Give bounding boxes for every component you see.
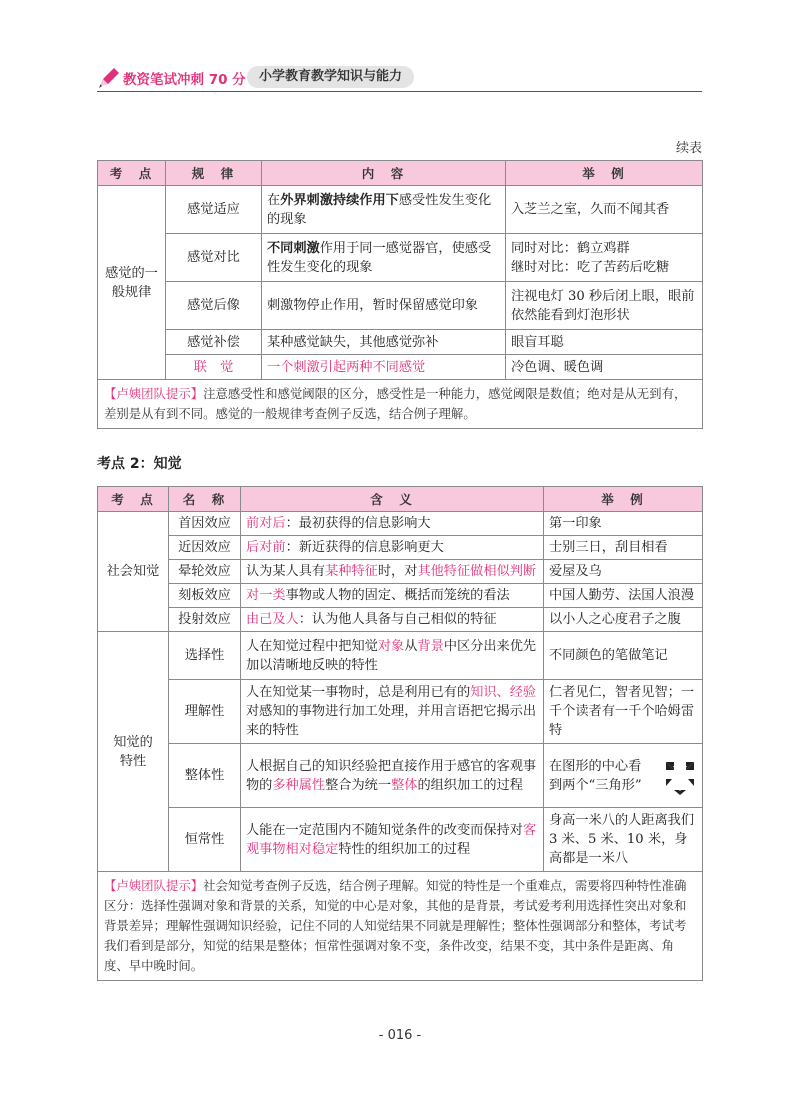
meaning-text: ：新近获得的信息影响更大 xyxy=(285,540,444,555)
example-line: 继时对比：吃了苦药后吃糖 xyxy=(511,259,670,275)
table-row xyxy=(98,680,703,744)
group-label: 感觉的一般规律 xyxy=(105,265,158,300)
meaning-text: 时，对 xyxy=(377,564,418,579)
tip-label: 【卢姨团队提示】 xyxy=(104,878,204,893)
table-row xyxy=(98,330,703,355)
book-title-pill: 小学教育教学知识与能力 xyxy=(247,66,414,88)
table-row xyxy=(98,584,703,608)
example-line: 同时对比：鹤立鸡群 xyxy=(511,240,630,256)
example-line: 到两个“三角形” xyxy=(549,777,642,793)
content-text: 在 xyxy=(267,192,281,208)
keyword: 知识、经验 xyxy=(470,685,537,700)
meaning-text: 特性的组织加工的过程 xyxy=(338,841,471,857)
meaning-cell xyxy=(241,632,544,680)
table-row xyxy=(98,512,703,536)
tip-row xyxy=(98,872,703,981)
content-cell: 刺激物停止作用，暂时保留感觉印象 xyxy=(262,282,506,330)
meaning-cell xyxy=(241,512,544,536)
meaning-text: 事物或人物的固定、概括而笼统的看法 xyxy=(285,588,510,603)
keyword: 多种属性 xyxy=(272,777,326,793)
keyword: 对象 xyxy=(377,638,405,654)
example-cell: 冷色调、暖色调 xyxy=(506,355,703,380)
example-line: 在图形的中心看 xyxy=(549,758,642,774)
law-cell: 感觉后像 xyxy=(166,282,262,330)
meaning-cell xyxy=(241,680,544,744)
content-cell xyxy=(262,234,506,282)
example-cell: 中国人勤劳、法国人浪漫 xyxy=(544,584,703,608)
name-cell: 首因效应 xyxy=(169,512,241,536)
col-header-point: 考 点 xyxy=(98,487,169,512)
keyword: 某种特征 xyxy=(325,564,378,579)
meaning-text: 人在知觉过程中把知觉 xyxy=(246,638,378,654)
tip-text: 社会知觉考查例子反选，结合例子理解。知觉的特性是一个重难点，需要将四种特性准确区分：选择性强调对象和背景的关系，知觉的中心是对象，其他的是背景，考试爱考利用选择性突出对象和背景差异；理解性强调知识经验，记住不同的人知觉结果不同就是理解性；整体性强调部分和整体，考试考我们看到是部分，知觉的结果是整体；恒常性强调对象不变，条件改变，结果不变，其中条件是距离、角度、早中晚时间。 xyxy=(104,878,687,973)
name-cell: 投射效应 xyxy=(169,608,241,632)
meaning-cell xyxy=(241,560,544,584)
meaning-text: 认为某人具有 xyxy=(246,564,326,579)
col-header-law: 规 律 xyxy=(166,161,262,186)
meaning-text: 整合为统一 xyxy=(325,777,392,793)
content-cell: 某种感觉缺失，其他感觉弥补 xyxy=(262,330,506,355)
example-cell: 士别三日，刮目相看 xyxy=(544,536,703,560)
name-cell: 近因效应 xyxy=(169,536,241,560)
example-cell xyxy=(506,234,703,282)
name-cell: 刻板效应 xyxy=(169,584,241,608)
law-cell: 感觉补偿 xyxy=(166,330,262,355)
series-title: 教资笔试冲刺 70 分 xyxy=(123,72,246,88)
content-text: 感受性发生变化的现象 xyxy=(267,192,492,227)
meaning-cell xyxy=(241,744,544,808)
example-cell xyxy=(544,744,703,808)
content-bold: 不同刺激 xyxy=(267,240,320,256)
section-title: 考点 2：知觉 xyxy=(97,456,182,472)
table-row xyxy=(98,808,703,872)
example-with-figure xyxy=(549,757,697,795)
group-cell xyxy=(98,186,166,380)
example-cell: 仁者见仁，智者见智；一千个读者有一千个哈姆雷特 xyxy=(544,680,703,744)
law-cell: 联 觉 xyxy=(166,355,262,380)
name-cell: 理解性 xyxy=(169,680,241,744)
example-cell: 身高一米八的人距离我们 3 米、5 米、10 米，身高都是一米八 xyxy=(544,808,703,872)
example-cell: 以小人之心度君子之腹 xyxy=(544,608,703,632)
col-header-name: 名 称 xyxy=(169,487,241,512)
example-cell: 眼盲耳聪 xyxy=(506,330,703,355)
meaning-cell xyxy=(241,808,544,872)
keyword: 对一类 xyxy=(246,588,286,603)
table-row xyxy=(98,234,703,282)
keyword: 前对后 xyxy=(246,516,286,531)
illusory-triangle-figure xyxy=(663,757,697,795)
content-cell xyxy=(262,186,506,234)
table-row xyxy=(98,536,703,560)
page-number: - 016 - xyxy=(378,1028,422,1043)
meaning-text: 人根据自己的知识经验把直接作用于感官的客观事物的 xyxy=(246,758,537,793)
group-cell: 知觉的特性 xyxy=(98,632,169,872)
continued-label: 续表 xyxy=(675,141,702,156)
team-tip xyxy=(98,872,703,981)
table-row xyxy=(98,282,703,330)
example-cell: 不同颜色的笔做笔记 xyxy=(544,632,703,680)
table-row xyxy=(98,632,703,680)
content-bold: 外界刺激持续作用下 xyxy=(280,192,399,208)
group-cell: 社会知觉 xyxy=(98,512,169,632)
name-cell: 晕轮效应 xyxy=(169,560,241,584)
pencil-icon xyxy=(97,67,121,89)
header-rule xyxy=(97,91,702,92)
page-header xyxy=(97,64,702,92)
name-cell: 恒常性 xyxy=(169,808,241,872)
sensation-law-table xyxy=(97,160,703,429)
meaning-text: 人能在一定范围内不随知觉条件的改变而保持对 xyxy=(246,822,523,838)
table-row xyxy=(98,744,703,808)
example-cell: 第一印象 xyxy=(544,512,703,536)
name-cell: 整体性 xyxy=(169,744,241,808)
meaning-text: 人在知觉某一事物时，总是利用已有的 xyxy=(246,685,471,700)
meaning-text: 的组织加工的过程 xyxy=(417,777,523,793)
table-row xyxy=(98,560,703,584)
col-header-example: 举 例 xyxy=(506,161,703,186)
example-cell: 入芝兰之室，久而不闻其香 xyxy=(506,186,703,234)
keyword: 整体 xyxy=(391,777,418,793)
meaning-text: 中区分出来优先加以清晰地反映的特性 xyxy=(246,638,537,673)
keyword: 背景 xyxy=(417,638,444,654)
meaning-cell xyxy=(241,608,544,632)
meaning-text: ：认为他人具备与自己相似的特征 xyxy=(298,612,497,627)
name-cell: 选择性 xyxy=(169,632,241,680)
table-row xyxy=(98,608,703,632)
perception-table xyxy=(97,486,703,981)
meaning-cell xyxy=(241,536,544,560)
meaning-cell xyxy=(241,584,544,608)
col-header-example: 举 例 xyxy=(544,487,703,512)
keyword: 由己及人 xyxy=(246,612,299,627)
keyword: 其他特征做相似判断 xyxy=(417,564,537,579)
col-header-content: 内 容 xyxy=(262,161,506,186)
example-cell: 爱屋及乌 xyxy=(544,560,703,584)
keyword: 后对前 xyxy=(246,540,286,555)
example-cell: 注视电灯 30 秒后闭上眼，眼前依然能看到灯泡形状 xyxy=(506,282,703,330)
example-text xyxy=(549,757,659,795)
law-cell: 感觉适应 xyxy=(166,186,262,234)
team-tip xyxy=(98,380,703,429)
tip-text: 注意感受性和感觉阈限的区分，感受性是一种能力，感觉阈限是数值；绝对是从无到有，差别是从有到不同。感觉的一般规律考查例子反选，结合例子理解。 xyxy=(104,386,687,421)
keyword: 客观事物相对稳定 xyxy=(246,822,537,857)
meaning-text: 从 xyxy=(404,638,418,654)
col-header-meaning: 含 义 xyxy=(241,487,544,512)
tip-row xyxy=(98,380,703,429)
law-cell: 感觉对比 xyxy=(166,234,262,282)
content-cell: 一个刺激引起两种不同感觉 xyxy=(262,355,506,380)
meaning-text: ：最初获得的信息影响大 xyxy=(285,516,431,531)
tip-label: 【卢姨团队提示】 xyxy=(104,386,204,401)
content-text: 作用于同一感觉器官，使感受性发生变化的现象 xyxy=(267,240,492,275)
table-row xyxy=(98,186,703,234)
col-header-point: 考 点 xyxy=(98,161,166,186)
table-row xyxy=(98,355,703,380)
meaning-text: 对感知的事物进行加工处理，并用言语把它揭示出来的特性 xyxy=(246,704,537,738)
